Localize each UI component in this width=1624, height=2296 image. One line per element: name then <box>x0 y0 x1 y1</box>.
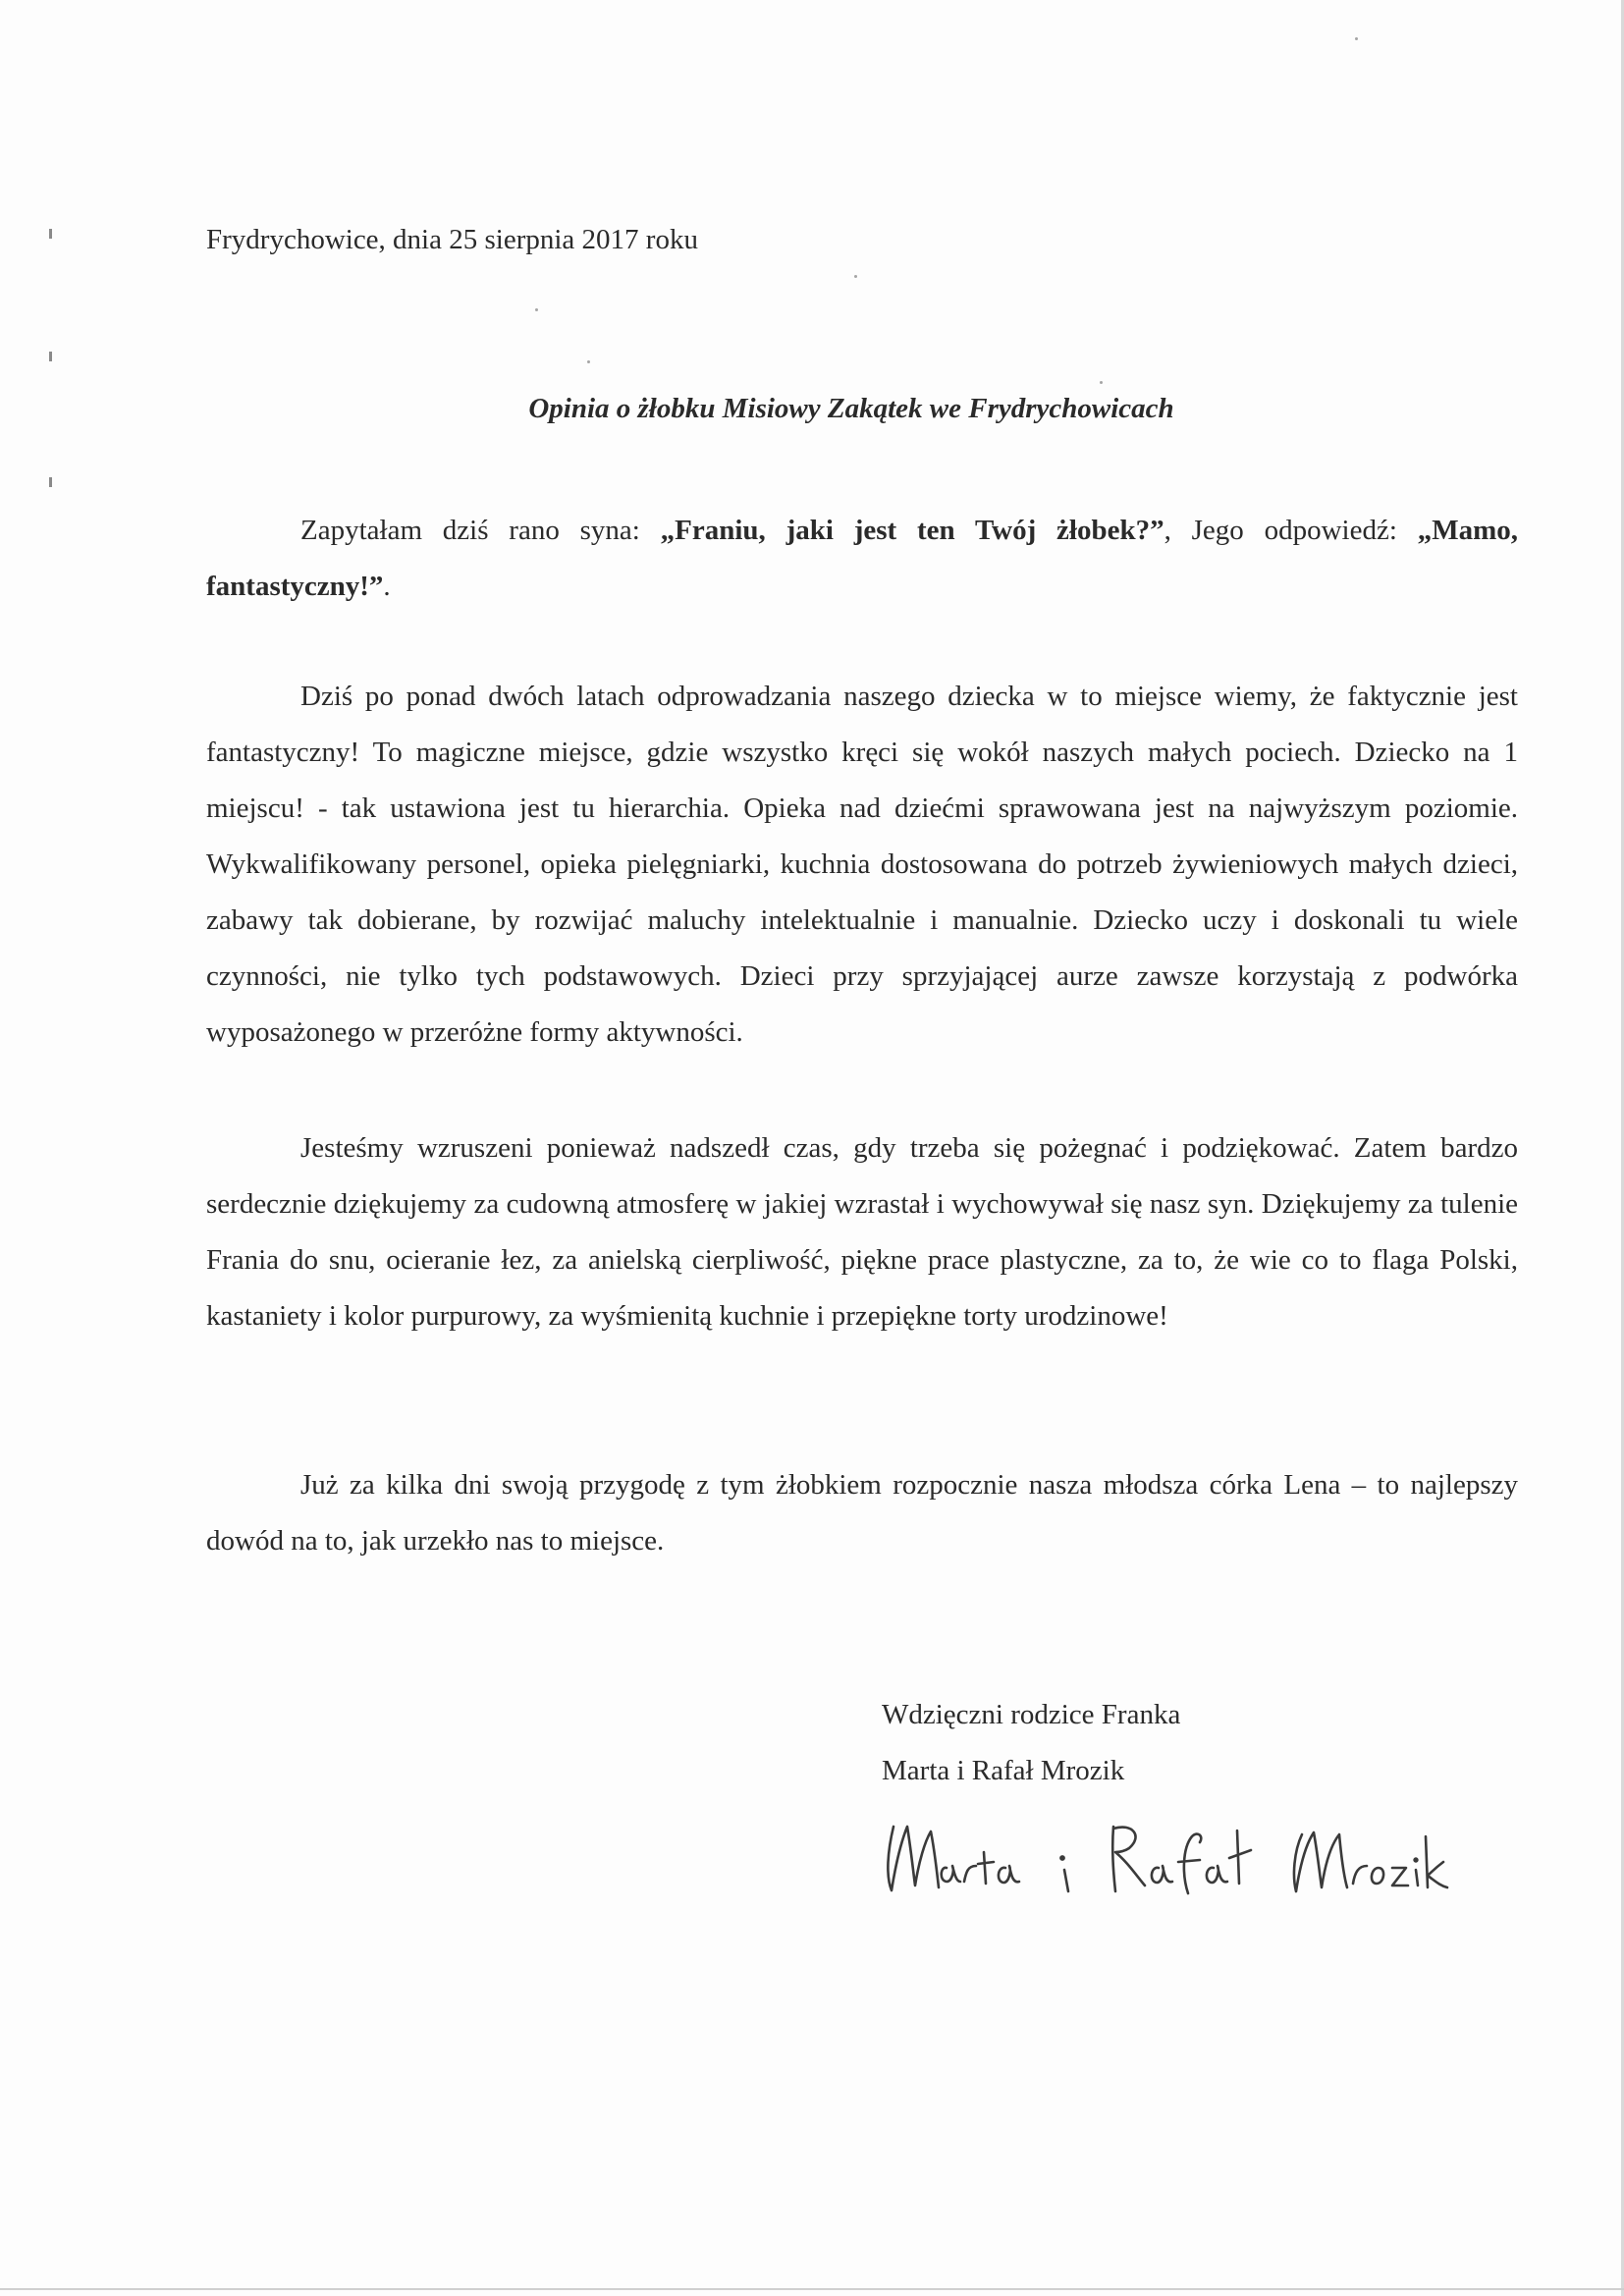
paragraph-4-text: Już za kilka dni swoją przygodę z tym żłobkiem rozpocznie nasza młodsza córka Lena – to najlepszy dowód na to, jak urzekło nas to miejsce. <box>206 1469 1518 1557</box>
scan-speck <box>535 308 538 311</box>
paragraph-3-text: Jesteśmy wzruszeni ponieważ nadszedł czas, gdy trzeba się pożegnać i podziękować. Zatem bardzo serdecznie dziękujemy za cudowną atmosferę w jakiej wzrastał i wychowywał się nasz syn. Dziękujemy za tulenie Frania do snu, ocieranie łez, za anielską cierpliwość, piękne prace plastyczne, za to, że wie co to flaga Polski, kastaniety i kolor purpurowy, za wyśmienitą kuchnie i przepiękne torty urodzinowe! <box>206 1132 1518 1332</box>
paragraph-3 <box>206 1121 1518 1344</box>
quoted-question: „Franiu, jaki jest ten Twój żłobek?” <box>660 515 1164 546</box>
date-line: Frydrychowice, dnia 25 sierpnia 2017 roku <box>206 224 698 255</box>
scan-speck <box>1100 381 1103 384</box>
scan-speck <box>1355 37 1358 40</box>
quoted-answer: „Mamo, fantastyczny!” <box>206 515 1518 602</box>
paragraph-1-intro: Zapytałam dziś rano syna: <box>300 515 661 546</box>
scan-speck <box>587 360 590 363</box>
closing-block <box>882 1687 1180 1799</box>
paragraph-1-middle: , Jego odpowiedź: <box>1164 515 1418 546</box>
paragraph-1 <box>206 503 1518 615</box>
scan-mark <box>49 352 52 361</box>
paragraph-2-text: Dziś po ponad dwóch latach odprowadzania naszego dziecka w to miejsce wiemy, że faktycznie jest fantastyczny! To magiczne miejsce, gdzie wszystko kręci się wokół naszych małych pociech. Dziecko na 1 miejscu! - tak ustawiona jest tu hierarchia. Opieka nad dziećmi sprawowana jest na najwyższym poziomie. Wykwalifikowany personel, opieka pielęgniarki, kuchnia dostosowana do potrzeb żywieniowych małych dzieci, zabawy tak dobierane, by rozwijać maluchy intelektualnie i manualnie. Dziecko uczy i doskonali tu wiele czynności, nie tylko tych podstawowych. Dzieci przy sprzyjającej aurze zawsze korzystają z podwórka wyposażonego w przeróżne formy aktywności. <box>206 681 1518 1048</box>
document-title: Opinia o żłobku Misiowy Zakątek we Frydrychowicach <box>528 393 1174 424</box>
scan-mark <box>49 229 52 239</box>
scan-edge <box>0 2288 1624 2290</box>
paragraph-2 <box>206 669 1518 1061</box>
handwritten-signature <box>882 1797 1451 1915</box>
closing-line-2: Marta i Rafał Mrozik <box>882 1755 1125 1786</box>
paragraph-1-end: . <box>383 571 391 602</box>
scan-speck <box>854 275 857 278</box>
scan-mark <box>49 477 52 487</box>
paragraph-4 <box>206 1457 1518 1569</box>
closing-line-1: Wdzięczni rodzice Franka <box>882 1699 1181 1730</box>
